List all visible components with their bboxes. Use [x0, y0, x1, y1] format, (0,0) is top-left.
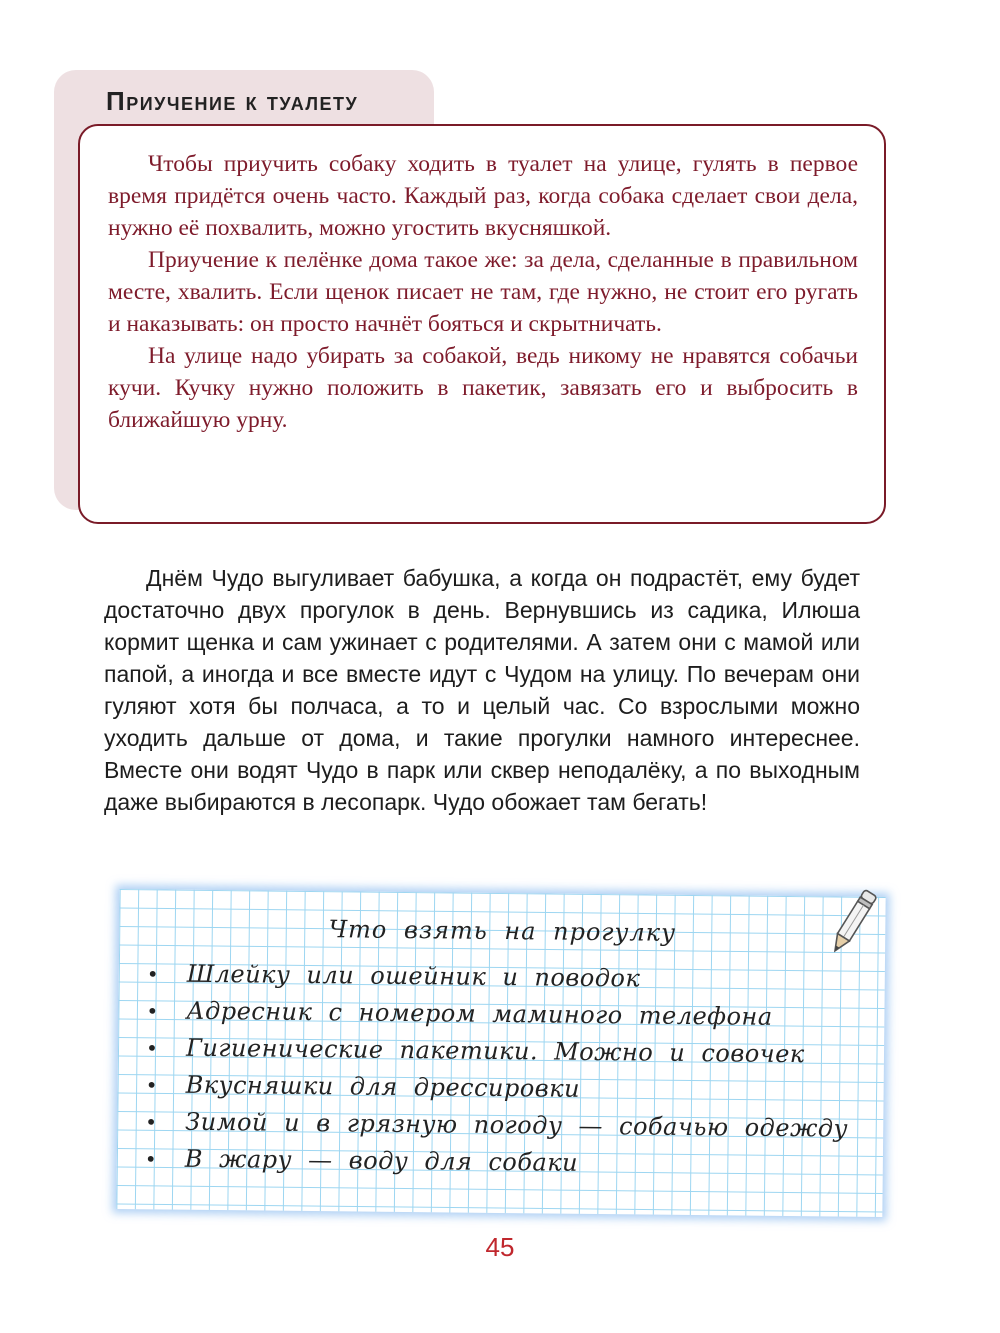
info-paragraph: На улице надо убирать за собакой, ведь никому не нравятся собачьи кучи. Кучку нужно положить в пакетик, завязать его и выбросить в ближайшую урну.: [108, 343, 858, 433]
main-text: [104, 562, 860, 818]
page-number: 45: [485, 1232, 515, 1262]
checklist-item-text: Вкусняшки для дрессировки: [185, 1070, 581, 1103]
bullet-icon: •: [145, 1073, 159, 1098]
checklist-note: [116, 889, 885, 1217]
checklist-item-text: Зимой и в грязную погоду — собачью одежду: [185, 1107, 849, 1143]
checklist-item: [145, 1140, 848, 1184]
info-paragraph: Приучение к пелёнке дома такое же: за дела, сделанные в правильном месте, хвалить. Если щенок писает не там, где нужно, не стоит его ругать и наказывать: он просто начнёт бояться и скрытничать.: [108, 247, 858, 337]
checklist-item-text: В жару — воду для собаки: [184, 1144, 579, 1177]
bullet-icon: •: [146, 999, 159, 1024]
bullet-icon: •: [145, 1036, 159, 1061]
checklist-item-text: Шлейку или ошейник и поводок: [186, 959, 641, 993]
checklist-item-text: Адресник с номером маминого телефона: [186, 996, 773, 1031]
bullet-icon: •: [144, 1147, 158, 1172]
section-title: Приучение к туалету: [106, 86, 359, 116]
info-paragraph: Чтобы приучить собаку ходить в туалет на улице, гулять в первое время придётся очень часто. Каждый раз, когда собака сделает свои дела, нужно её похвалить, можно угостить вкусняшкой.: [108, 151, 858, 241]
info-box: [78, 124, 886, 524]
bullet-icon: •: [146, 962, 160, 987]
checklist: [145, 955, 850, 1184]
pencil-icon: [822, 882, 884, 962]
checklist-item-text: Гигиенические пакетики. Можно и совочек: [185, 1033, 805, 1069]
main-paragraph: Днём Чудо выгуливает бабушка, а когда он подрастёт, ему будет достаточно двух прогулок в день. Вернувшись из садика, Илюша кормит щенка и сам ужинает с родителями. А затем они с мамой или папой, а иногда и все вместе идут с Чудом на улицу. По вечерам они гуляют хотя бы полчаса, а то и целый час. Со взрослыми можно уходить дальше от дома, и такие прогулки намного интереснее. Вместе они водят Чудо в парк или сквер неподалёку, а по выходным даже выбираются в лесопарк. Чудо обожает там бегать!: [104, 565, 860, 815]
bullet-icon: •: [145, 1110, 158, 1135]
checklist-title: Что взять на прогулку: [328, 915, 677, 947]
